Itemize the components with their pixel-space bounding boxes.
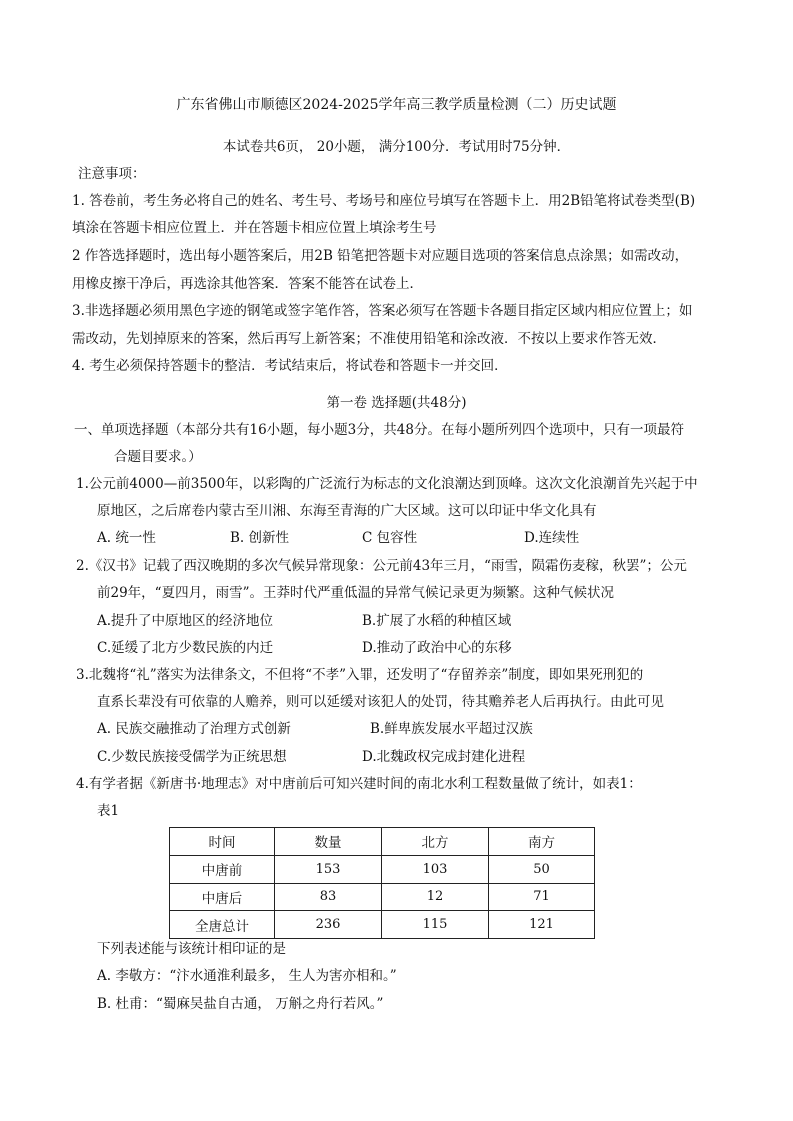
table-row [170, 855, 595, 883]
table-cell: 153 [275, 855, 382, 883]
statistics-table [169, 827, 595, 939]
question-2-stem: 前29年，“夏四月，雨雪”。王莽时代严重低温的异常气候记录更为频繁。这种气候状况 [97, 585, 614, 601]
table-header-row [170, 828, 595, 856]
table-cell: 全唐总计 [170, 911, 275, 939]
exam-subtitle: 本试卷共6页， 20小题， 满分100分．考试用时75分钟． [222, 139, 571, 155]
question-3-option-a: A. 民族交融推动了治理方式创新 [97, 721, 291, 737]
notice-line: 用橡皮擦干净后，再选涂其他答案．答案不能答在试卷上． [72, 276, 423, 292]
notice-line: 1. 答卷前，考生务必将自己的姓名、考生号、考场号和座位号填写在答题卡上．用2B铅笔将试卷类型(B) [72, 193, 696, 209]
question-3-option-d: D.北魏政权完成封建化进程 [362, 749, 526, 765]
question-4-prompt: 下列表述能与该统计相印证的是 [97, 941, 286, 957]
question-4-option-a: A. 李敬方：“汴水通淮利最多， 生人为害亦相和。” [97, 968, 397, 984]
question-2-option-d: D.推动了政治中心的东移 [362, 640, 512, 656]
question-3-option-c: C.少数民族接受儒学为正统思想 [97, 749, 287, 765]
notice-line: 2 作答选择题时，选出每小题答案后，用2B 铅笔把答题卡对应题目选项的答案信息点涂黑；如需改动， [72, 248, 689, 264]
table-cell: 12 [382, 883, 489, 911]
question-1-option-a: A. 统一性 [97, 530, 156, 546]
part1-heading: 第一卷 选择题(共48分) [326, 395, 467, 411]
question-2-option-c: C.延缓了北方少数民族的内迁 [97, 640, 274, 656]
table-row [170, 883, 595, 911]
table-cell: 115 [382, 911, 489, 939]
question-1-stem: 1.公元前4000—前3500年，以彩陶的广泛流行为标志的文化浪潮达到顶峰。这次文化浪潮首先兴起于中 [76, 476, 698, 492]
table-header-cell: 北方 [382, 828, 489, 856]
question-4-stem: 4.有学者据《新唐书·地理志》对中唐前后可知兴建时间的南北水利工程数量做了统计，如表1： [76, 776, 642, 792]
notice-line: 3.非选择题必须用黑色字迹的钢笔或签字笔作答，答案必须写在答题卡各题目指定区域内相应位置上；如 [72, 303, 693, 319]
table-cell: 71 [489, 883, 595, 911]
table-label: 表1 [97, 803, 120, 819]
table-header-cell: 数量 [275, 828, 382, 856]
question-1-option-d: D.连续性 [524, 530, 580, 546]
table-cell: 中唐后 [170, 883, 275, 911]
question-1-option-b: B. 创新性 [230, 530, 290, 546]
question-2-option-b: B.扩展了水稻的种植区域 [362, 613, 512, 629]
notice-line: 4. 考生必须保持答题卡的整洁．考试结束后，将试卷和答题卡一并交回． [72, 358, 508, 374]
part1-instruction: 合题目要求。） [114, 449, 202, 465]
notice-line: 需改动，先划掉原来的答案，然后再写上新答案；不准使用铅笔和涂改液．不按以上要求作答无效． [72, 331, 666, 347]
table-cell: 121 [489, 911, 595, 939]
table-header-cell: 时间 [170, 828, 275, 856]
part1-instruction: 一、单项选择题（本部分共有16小题，每小题3分，共48分。在每小题所列四个选项中，只有一项最符 [74, 422, 684, 438]
table-cell: 中唐前 [170, 855, 275, 883]
question-3-stem: 3.北魏将“礼”落实为法律条文，不但将“不孝”入罪，还发明了“存留养亲”制度，即如果死刑犯的 [76, 667, 644, 683]
notice-heading: 注意事项： [78, 166, 146, 182]
notice-line: 填涂在答题卡相应位置上．并在答题卡相应位置上填涂考生号 [72, 220, 437, 236]
table-row [170, 911, 595, 939]
table-cell: 50 [489, 855, 595, 883]
table-header-cell: 南方 [489, 828, 595, 856]
question-4-option-b: B. 杜甫：“蜀麻吴盐自古通， 万斛之舟行若风。” [97, 996, 384, 1012]
table-cell: 83 [275, 883, 382, 911]
question-1-option-c: C 包容性 [362, 530, 418, 546]
table-cell: 103 [382, 855, 489, 883]
question-1-stem: 原地区，之后席卷内蒙古至川湘、东海至青海的广大区域。这可以印证中华文化具有 [97, 503, 597, 519]
table-cell: 236 [275, 911, 382, 939]
question-3-option-b: B.鲜卑族发展水平超过汉族 [370, 721, 533, 737]
exam-title: 广东省佛山市顺德区2024-2025学年高三教学质量检测（二）历史试题 [176, 97, 617, 113]
question-3-stem: 直系长辈没有可依靠的人赡养，则可以延缓对该犯人的处罚，待其赡养老人后再执行。由此可见 [97, 694, 664, 710]
question-2-stem: 2.《汉书》记载了西汉晚期的多次气候异常现象：公元前43年三月，“雨雪，陨霜伤麦稼，秋罢”；公元 [76, 558, 687, 574]
question-2-option-a: A.提升了中原地区的经济地位 [97, 613, 274, 629]
